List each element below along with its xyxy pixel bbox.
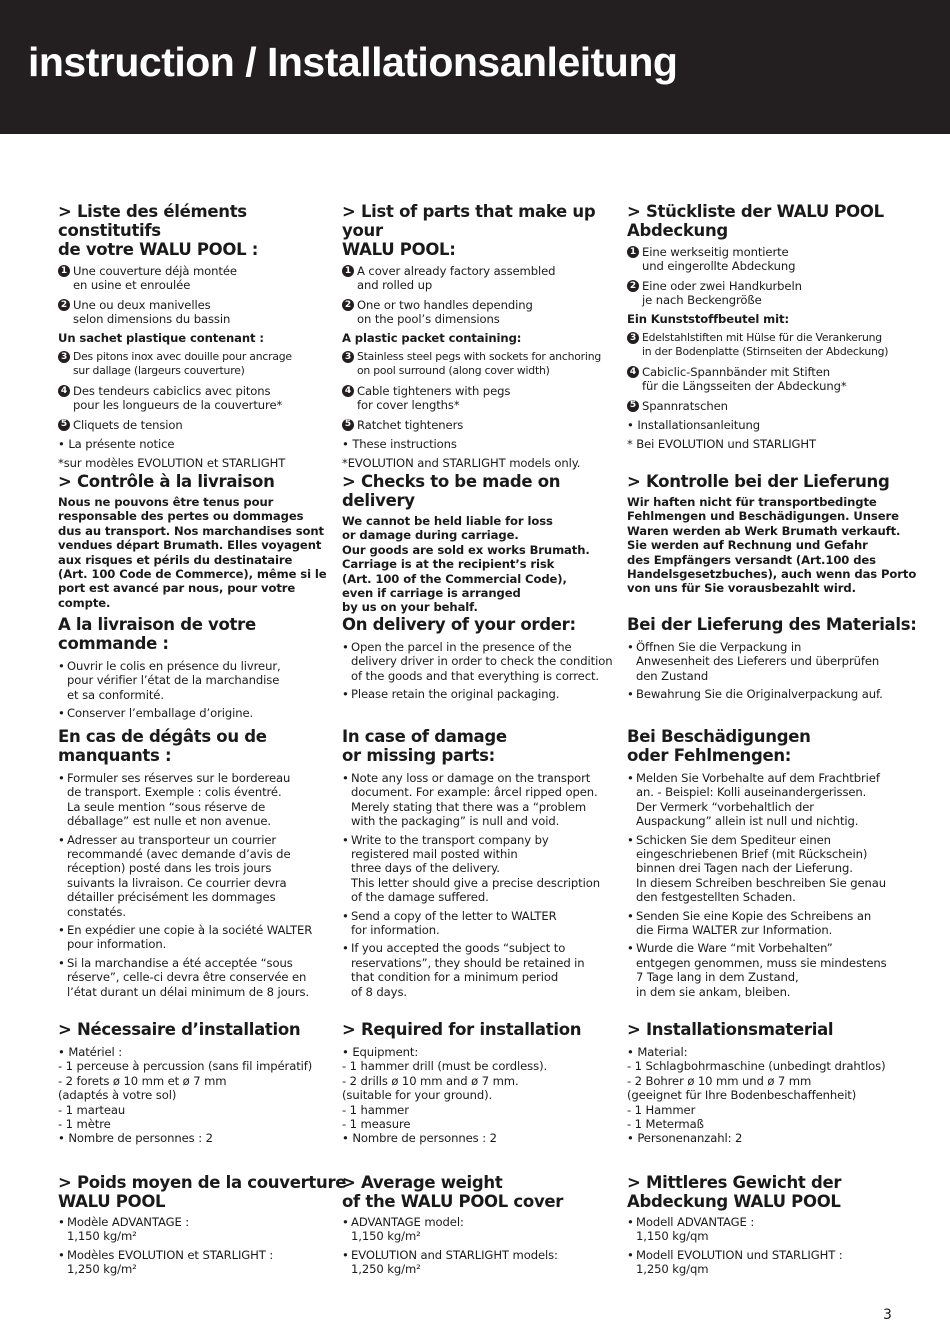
- part-item: [627, 279, 917, 308]
- bullet-icon: •: [627, 908, 634, 923]
- install-section: [627, 1020, 917, 1146]
- damage-heading: Bei Beschädigungen oder Fehlmengen:: [627, 727, 811, 765]
- delivery-section: [342, 615, 632, 702]
- number-badge-icon: 3: [342, 351, 354, 363]
- part-item: [58, 384, 348, 413]
- part-text: Cabiclic-Spannbänder mit Stiften für die Längsseiten der Abdeckung*: [642, 364, 847, 394]
- number-badge-icon: 2: [58, 299, 70, 311]
- part-text: Des tendeurs cabiclics avec pitons pour les longueurs de la couverture*: [73, 383, 283, 413]
- list-item-text: Modell ADVANTAGE : 1,150 kg/qm: [636, 1215, 755, 1244]
- number-badge-icon: 2: [627, 280, 639, 292]
- list-item-text: Please retain the original packaging.: [351, 687, 560, 702]
- list-item: [58, 1215, 348, 1244]
- bullet-icon: •: [58, 955, 65, 970]
- packet-label: Ein Kunststoffbeutel mit:: [627, 311, 789, 326]
- bullet-icon: •: [342, 832, 349, 847]
- list-item: [342, 941, 632, 999]
- part-text: Stainless steel pegs with sockets for anchoring on pool surround (along cover width): [357, 350, 602, 378]
- parts-heading: > Stückliste der WALU POOL Abdeckung: [627, 202, 884, 240]
- list-item-text: Melden Sie Vorbehalte auf dem Frachtbrief an. - Beispiel: Kolli auseinandergerissen. Der Vermerk “vorbehaltlich der Auspackung” allein ist null und nichtig.: [636, 771, 880, 829]
- list-item-text: Modèles EVOLUTION et STARLIGHT : 1,250 kg/m²: [67, 1247, 274, 1277]
- number-badge-icon: 5: [627, 400, 639, 412]
- check-heading: > Checks to be made on delivery: [342, 472, 561, 510]
- notice-item: • These instructions: [342, 437, 457, 452]
- list-item: [627, 640, 917, 683]
- list-item-text: If you accepted the goods “subject to reservations”, they should be retained in that condition for a minimum period of 8 days.: [351, 941, 585, 999]
- list-item-text: Formuler ses réserves sur le bordereau de transport. Exemple : colis éventré. La seule mention “sous réserve de déballage” est nulle et non avenue.: [67, 771, 291, 829]
- damage-heading: En cas de dégâts ou de manquants :: [58, 727, 267, 765]
- bullet-icon: •: [58, 771, 65, 785]
- list-item-text: ADVANTAGE model: 1,150 kg/m²: [351, 1215, 464, 1244]
- page-title: instruction / Installationsanleitung: [28, 39, 678, 85]
- bullet-icon: •: [58, 923, 65, 938]
- part-item: [58, 298, 348, 327]
- bullet-icon: •: [58, 1215, 65, 1229]
- part-text: Cliquets de tension: [73, 417, 183, 432]
- part-item: [627, 365, 917, 394]
- list-item-text: Modell EVOLUTION und STARLIGHT : 1,250 kg/qm: [636, 1247, 843, 1277]
- part-text: Eine werkseitig montierte und eingerollte Abdeckung: [642, 245, 796, 274]
- damage-section: [58, 727, 348, 999]
- check-section: [627, 472, 917, 596]
- list-item: [58, 771, 348, 829]
- number-badge-icon: 5: [58, 419, 70, 431]
- list-item-text: Conserver l’emballage d’origine.: [67, 706, 254, 721]
- number-badge-icon: 5: [342, 419, 354, 431]
- part-text: Cable tighteners with pegs for cover lengths*: [357, 383, 511, 413]
- bullet-icon: •: [627, 640, 634, 654]
- list-item-text: Note any loss or damage on the transport document. For example: ârcel ripped open. Merely stating that there was a “problem with the packaging” is null and void.: [351, 771, 598, 829]
- bullet-icon: •: [627, 1247, 634, 1262]
- part-item: [342, 298, 632, 327]
- list-item: [342, 833, 632, 905]
- list-item: [58, 923, 348, 952]
- check-heading: > Contrôle à la livraison: [58, 472, 275, 491]
- weight-heading: > Average weight of the WALU POOL cover: [342, 1173, 564, 1211]
- list-item: [627, 909, 917, 938]
- part-text: Edelstahlstiften mit Hülse für die Verankerung in der Bodenplatte (Stirnseiten der Abdeckung): [642, 331, 889, 359]
- install-heading: > Installationsmaterial: [627, 1020, 834, 1039]
- list-item: [342, 1248, 632, 1277]
- damage-heading: In case of damage or missing parts:: [342, 727, 507, 765]
- list-item: [342, 640, 632, 683]
- list-item-text: EVOLUTION and STARLIGHT models: 1,250 kg/m²: [351, 1247, 558, 1277]
- list-item: [58, 956, 348, 999]
- list-item: [342, 687, 632, 701]
- damage-section: [627, 727, 917, 999]
- weight-section: [627, 1173, 917, 1277]
- install-list: • Matériel : - 1 perceuse à percussion (sans fil impératif) - 2 forets ø 10 mm et ø 7 mm (adaptés à votre sol) - 1 marteau - 1 mètre • Nombre de personnes : 2: [58, 1045, 313, 1146]
- check-text: Nous ne pouvons être tenus pour responsable des pertes ou dommages dus au transport. Nos marchandises sont vendues départ Brumath. Elles voyagent aux risques et périls du destinataire (Art. 100 Code de Commerce), même si le port est avancé par nous, pour votre compte.: [58, 495, 327, 610]
- part-text: Des pitons inox avec douille pour ancrage sur dallage (largeurs couverture): [73, 350, 292, 378]
- install-heading: > Nécessaire d’installation: [58, 1020, 301, 1039]
- parts-section: [627, 202, 917, 452]
- number-badge-icon: 2: [342, 299, 354, 311]
- list-item-text: Bewahrung Sie die Originalverpackung auf.: [636, 687, 883, 702]
- check-section: [342, 472, 632, 615]
- delivery-heading: Bei der Lieferung des Materials:: [627, 615, 917, 634]
- packet-label: Un sachet plastique contenant :: [58, 330, 264, 345]
- part-item: [58, 264, 348, 293]
- number-badge-icon: 1: [627, 246, 639, 258]
- bullet-icon: •: [627, 687, 634, 702]
- damage-section: [342, 727, 632, 999]
- part-item: [342, 264, 632, 293]
- list-item: [58, 706, 348, 720]
- delivery-heading: On delivery of your order:: [342, 615, 576, 634]
- part-text: Une ou deux manivelles selon dimensions du bassin: [73, 297, 231, 327]
- packet-label: A plastic packet containing:: [342, 330, 522, 345]
- part-item: [58, 350, 348, 379]
- bullet-icon: •: [342, 1247, 349, 1262]
- list-item: [627, 833, 917, 905]
- bullet-icon: •: [627, 771, 634, 785]
- list-item-text: Senden Sie eine Kopie des Schreibens an die Firma WALTER zur Information.: [636, 908, 872, 938]
- number-badge-icon: 4: [58, 385, 70, 397]
- part-item: [627, 331, 917, 360]
- models-note: *sur modèles EVOLUTION et STARLIGHT: [58, 456, 286, 471]
- parts-section: [58, 202, 348, 471]
- part-item: [627, 399, 917, 413]
- list-item-text: Ouvrir le colis en présence du livreur, pour vérifier l’état de la marchandise et sa conformité.: [67, 659, 281, 702]
- part-text: One or two handles depending on the pool’s dimensions: [357, 297, 533, 327]
- part-item: [58, 418, 348, 432]
- bullet-icon: •: [627, 1215, 634, 1229]
- bullet-icon: •: [627, 832, 634, 847]
- list-item: [627, 771, 917, 829]
- check-heading: > Kontrolle bei der Lieferung: [627, 472, 890, 491]
- list-item: [58, 659, 348, 702]
- notice-item: • La présente notice: [58, 437, 175, 452]
- check-section: [58, 472, 348, 610]
- list-item-text: Modèle ADVANTAGE : 1,150 kg/m²: [67, 1215, 190, 1244]
- list-item-text: Öffnen Sie die Verpackung in Anwesenheit des Lieferers und überprüfen den Zustand: [636, 640, 880, 683]
- parts-heading: > List of parts that make up your WALU POOL:: [342, 202, 596, 259]
- list-item: [627, 1215, 917, 1244]
- install-section: [342, 1020, 632, 1146]
- number-badge-icon: 1: [342, 265, 354, 277]
- list-item-text: Si la marchandise a été acceptée “sous réserve”, celle-ci devra être conservée en l’état durant un délai minimum de 8 jours.: [67, 955, 310, 999]
- delivery-section: [627, 615, 917, 702]
- weight-section: [342, 1173, 632, 1277]
- notice-item: • Installationsanleitung: [627, 418, 761, 433]
- bullet-icon: •: [342, 908, 349, 923]
- list-item-text: Adresser au transporteur un courrier recommandé (avec demande d’avis de réception) posté dans les trois jours suivants la livraison. Ce courrier devra détailler précisément les dommages constatés.: [67, 832, 291, 919]
- install-list: • Material: - 1 Schlagbohrmaschine (unbedingt drahtlos) - 2 Bohrer ø 10 mm und ø 7 mm (geeignet für Ihre Bodenbeschaffenheit) - 1 Hammer - 1 Metermaß • Personenanzahl: 2: [627, 1045, 886, 1146]
- models-note: * Bei EVOLUTION und STARLIGHT: [627, 437, 817, 452]
- part-item: [627, 245, 917, 274]
- list-item-text: Open the parcel in the presence of the delivery driver in order to check the condition of the goods and that everything is correct.: [351, 640, 613, 683]
- install-list: • Equipment: - 1 hammer drill (must be cordless). - 2 drills ø 10 mm and ø 7 mm. (suitable for your ground). - 1 hammer - 1 measure • Nombre de personnes : 2: [342, 1045, 548, 1146]
- install-heading: > Required for installation: [342, 1020, 582, 1039]
- list-item: [58, 833, 348, 919]
- list-item: [627, 687, 917, 701]
- part-text: A cover already factory assembled and rolled up: [357, 264, 556, 293]
- list-item-text: Write to the transport company by registered mail posted within three days of the delivery. This letter should give a precise description of the damage suffered.: [351, 832, 600, 905]
- list-item: [342, 771, 632, 829]
- number-badge-icon: 3: [58, 351, 70, 363]
- bullet-icon: •: [342, 640, 349, 654]
- list-item: [342, 1215, 632, 1244]
- number-badge-icon: 4: [627, 366, 639, 378]
- bullet-icon: •: [342, 1215, 349, 1229]
- list-item: [627, 941, 917, 999]
- part-item: [342, 418, 632, 432]
- part-text: Eine oder zwei Handkurbeln je nach Beckengröße: [642, 278, 802, 308]
- list-item-text: Send a copy of the letter to WALTER for information.: [351, 908, 557, 938]
- weight-heading: > Mittleres Gewicht der Abdeckung WALU POOL: [627, 1173, 842, 1211]
- parts-heading: > Liste des éléments constitutifs de votre WALU POOL :: [58, 202, 259, 259]
- list-item: [58, 1248, 348, 1277]
- list-item-text: Wurde die Ware “mit Vorbehalten” entgegen genommen, muss sie mindestens 7 Tage lang in dem Zustand, in dem sie ankam, bleiben.: [636, 941, 887, 999]
- bullet-icon: •: [58, 832, 65, 847]
- parts-section: [342, 202, 632, 471]
- bullet-icon: •: [342, 687, 349, 702]
- bullet-icon: •: [342, 771, 349, 785]
- install-section: [58, 1020, 348, 1146]
- part-text: Spannratschen: [642, 398, 728, 413]
- weight-heading: > Poids moyen de la couverture WALU POOL: [58, 1173, 347, 1211]
- number-badge-icon: 4: [342, 385, 354, 397]
- part-text: Ratchet tighteners: [357, 417, 464, 432]
- bullet-icon: •: [58, 659, 65, 673]
- bullet-icon: •: [342, 941, 349, 956]
- bullet-icon: •: [58, 706, 65, 721]
- list-item-text: En expédier une copie à la société WALTER pour information.: [67, 923, 313, 952]
- number-badge-icon: 1: [58, 265, 70, 277]
- list-item: [342, 909, 632, 938]
- part-text: Une couverture déjà montée en usine et enroulée: [73, 264, 237, 293]
- check-text: Wir haften nicht für transportbedingte Fehlmengen und Beschädigungen. Unsere Waren werden ab Werk Brumath verkauft. Sie werden auf Rechnung und Gefahr des Empfängers versandt (Art.100 des Handelsgesetzbuches), auch wenn das Porto von uns für Sie vorausbezahlt wird.: [627, 495, 917, 596]
- number-badge-icon: 3: [627, 332, 639, 344]
- list-item-text: Schicken Sie dem Spediteur einen eingeschriebenen Brief (mit Rückschein) binnen drei Tagen nach der Lieferung. In diesem Schreiben beschreiben Sie genau den festgestellten Schaden.: [636, 832, 887, 905]
- check-text: We cannot be held liable for loss or damage during carriage. Our goods are sold ex works Brumath. Carriage is at the recipient’s risk (Art. 100 of the Commercial Code), even if carriage is arranged by us on your behalf.: [342, 514, 590, 615]
- list-item: [627, 1248, 917, 1277]
- bullet-icon: •: [627, 941, 634, 956]
- delivery-heading: A la livraison de votre commande :: [58, 615, 256, 653]
- page-number: 3: [883, 1307, 892, 1323]
- bullet-icon: •: [58, 1247, 65, 1262]
- header-banner: [0, 0, 950, 134]
- weight-section: [58, 1173, 348, 1277]
- part-item: [342, 384, 632, 413]
- delivery-section: [58, 615, 348, 721]
- models-note: *EVOLUTION and STARLIGHT models only.: [342, 456, 581, 471]
- part-item: [342, 350, 632, 379]
